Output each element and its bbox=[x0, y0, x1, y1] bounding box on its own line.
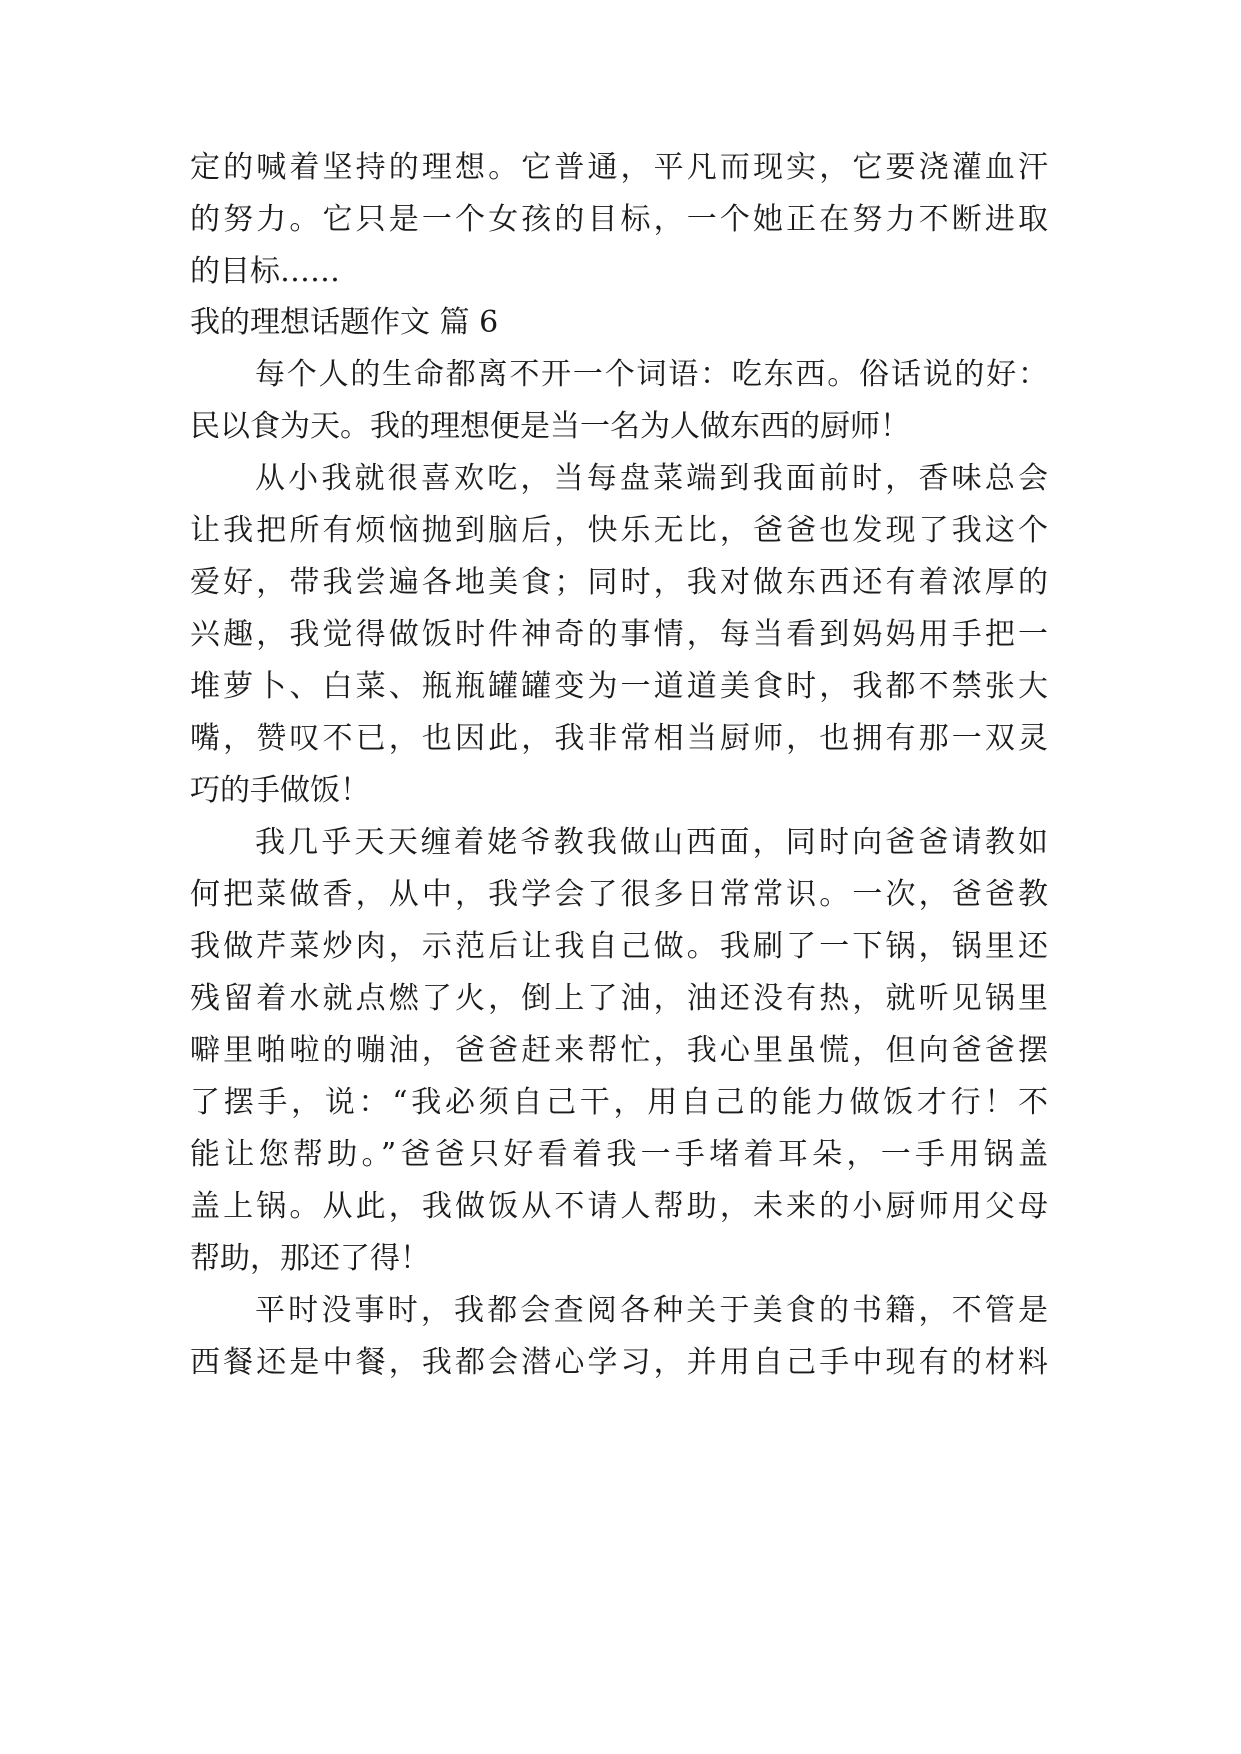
paragraph-line: 爱好，带我尝遍各地美食；同时，我对做东西还有着浓厚的 bbox=[190, 565, 1048, 600]
paragraph-line: 盖上锅。从此，我做饭从不请人帮助，未来的小厨师用父母 bbox=[190, 1189, 1048, 1224]
paragraph-line: 何把菜做香，从中，我学会了很多日常常识。一次，爸爸教 bbox=[190, 877, 1048, 912]
paragraph-line: 残留着水就点燃了火，倒上了油，油还没有热，就听见锅里 bbox=[190, 981, 1048, 1016]
paragraph-line: 的努力。它只是一个女孩的目标，一个她正在努力不断进取 bbox=[190, 202, 1048, 237]
paragraph-line: 能让您帮助。”爸爸只好看着我一手堵着耳朵，一手用锅盖 bbox=[190, 1137, 1048, 1172]
section-heading: 我的理想话题作文 篇 6 bbox=[190, 305, 499, 340]
paragraph-line: 噼里啪啦的嘣油，爸爸赶来帮忙，我心里虽慌，但向爸爸摆 bbox=[190, 1033, 1048, 1068]
paragraph-line: 我几乎天天缠着姥爷教我做山西面，同时向爸爸请教如 bbox=[255, 825, 1048, 860]
paragraph-line: 我做芹菜炒肉，示范后让我自己做。我刷了一下锅，锅里还 bbox=[190, 929, 1048, 964]
paragraph-line: 西餐还是中餐，我都会潜心学习，并用自己手中现有的材料 bbox=[190, 1345, 1048, 1380]
paragraph-line: 让我把所有烦恼抛到脑后，快乐无比，爸爸也发现了我这个 bbox=[190, 513, 1048, 548]
paragraph-line: 平时没事时，我都会查阅各种关于美食的书籍，不管是 bbox=[255, 1293, 1048, 1328]
paragraph-line: 兴趣，我觉得做饭时件神奇的事情，每当看到妈妈用手把一 bbox=[190, 617, 1048, 652]
paragraph-line: 民以食为天。我的理想便是当一名为人做东西的厨师！ bbox=[190, 409, 910, 444]
paragraph-line: 的目标…… bbox=[190, 254, 340, 289]
paragraph-line: 了摆手，说：“我必须自己干，用自己的能力做饭才行！不 bbox=[190, 1085, 1048, 1120]
paragraph-line: 每个人的生命都离不开一个词语：吃东西。俗话说的好： bbox=[255, 357, 1048, 392]
paragraph-line: 从小我就很喜欢吃，当每盘菜端到我面前时，香味总会 bbox=[255, 461, 1048, 496]
paragraph-line: 堆萝卜、白菜、瓶瓶罐罐变为一道道美食时，我都不禁张大 bbox=[190, 669, 1048, 704]
paragraph-line: 嘴，赞叹不已，也因此，我非常相当厨师，也拥有那一双灵 bbox=[190, 721, 1048, 756]
paragraph-line: 定的喊着坚持的理想。它普通，平凡而现实，它要浇灌血汗 bbox=[190, 150, 1048, 185]
paragraph-line: 帮助，那还了得！ bbox=[190, 1241, 430, 1276]
paragraph-line: 巧的手做饭！ bbox=[190, 773, 370, 808]
